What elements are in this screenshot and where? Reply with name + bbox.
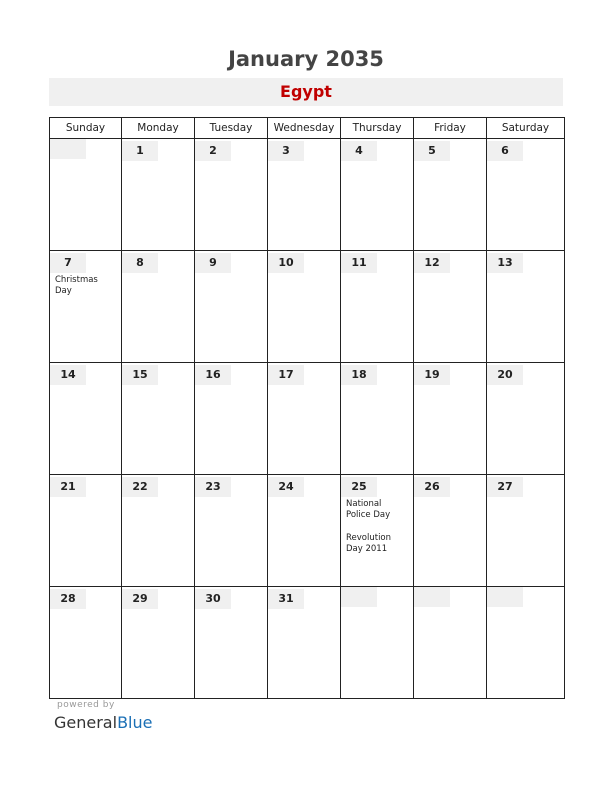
day-number xyxy=(487,587,523,607)
day-number: 6 xyxy=(487,141,523,161)
holiday-label: National Police Day xyxy=(346,499,391,520)
day-cell xyxy=(195,139,268,251)
day-cell xyxy=(122,139,195,251)
day-number: 17 xyxy=(268,365,304,385)
day-cell xyxy=(341,475,414,587)
day-cell xyxy=(341,139,414,251)
day-number: 14 xyxy=(50,365,86,385)
day-cell xyxy=(268,139,341,251)
day-number: 29 xyxy=(122,589,158,609)
brand-blue-text: Blue xyxy=(117,713,153,732)
holiday-label: Christmas Day xyxy=(55,275,98,296)
day-cell xyxy=(487,587,565,699)
day-cell xyxy=(195,475,268,587)
page-title: January 2035 xyxy=(228,47,384,71)
day-number: 2 xyxy=(195,141,231,161)
day-cell xyxy=(414,363,487,475)
week-row xyxy=(50,139,565,251)
day-cell xyxy=(195,587,268,699)
day-number: 20 xyxy=(487,365,523,385)
holiday-label: Revolution Day 2011 xyxy=(346,533,392,554)
week-row xyxy=(50,475,565,587)
day-number: 10 xyxy=(268,253,304,273)
day-cell xyxy=(50,475,122,587)
day-number: 8 xyxy=(122,253,158,273)
day-cell xyxy=(50,251,122,363)
brand-logo[interactable] xyxy=(54,713,152,732)
day-number: 24 xyxy=(268,477,304,497)
day-cell xyxy=(414,587,487,699)
country-name: Egypt xyxy=(280,82,332,101)
day-number: 28 xyxy=(50,589,86,609)
day-cell xyxy=(268,475,341,587)
country-banner xyxy=(49,78,563,106)
weekday-header-row xyxy=(50,118,565,139)
day-number: 12 xyxy=(414,253,450,273)
day-number: 3 xyxy=(268,141,304,161)
day-number: 23 xyxy=(195,477,231,497)
day-cell xyxy=(487,475,565,587)
day-cell xyxy=(414,139,487,251)
day-number: 16 xyxy=(195,365,231,385)
day-number: 5 xyxy=(414,141,450,161)
day-cell xyxy=(268,363,341,475)
day-cell xyxy=(268,587,341,699)
day-number: 1 xyxy=(122,141,158,161)
day-cell xyxy=(122,363,195,475)
day-cell xyxy=(487,139,565,251)
weekday-header: Monday xyxy=(122,118,195,139)
day-number xyxy=(414,587,450,607)
day-number: 4 xyxy=(341,141,377,161)
day-number: 11 xyxy=(341,253,377,273)
weekday-header: Saturday xyxy=(487,118,565,139)
day-number: 22 xyxy=(122,477,158,497)
day-number: 19 xyxy=(414,365,450,385)
day-number: 9 xyxy=(195,253,231,273)
day-cell xyxy=(268,251,341,363)
week-row xyxy=(50,587,565,699)
day-number: 25 xyxy=(341,477,377,497)
weekday-header: Tuesday xyxy=(195,118,268,139)
day-cell xyxy=(341,587,414,699)
day-number: 27 xyxy=(487,477,523,497)
day-number: 7 xyxy=(50,253,86,273)
day-number xyxy=(341,587,377,607)
weekday-header: Sunday xyxy=(50,118,122,139)
day-cell xyxy=(414,251,487,363)
weekday-header: Thursday xyxy=(341,118,414,139)
calendar-grid xyxy=(49,117,565,699)
day-cell xyxy=(50,139,122,251)
day-number: 31 xyxy=(268,589,304,609)
day-cell xyxy=(341,363,414,475)
day-number: 13 xyxy=(487,253,523,273)
day-number: 21 xyxy=(50,477,86,497)
day-cell xyxy=(487,363,565,475)
day-cell xyxy=(50,587,122,699)
day-cell xyxy=(341,251,414,363)
day-number: 15 xyxy=(122,365,158,385)
weekday-header: Wednesday xyxy=(268,118,341,139)
brand-general-text: General xyxy=(54,713,118,732)
weekday-header: Friday xyxy=(414,118,487,139)
day-cell xyxy=(414,475,487,587)
day-cell xyxy=(122,475,195,587)
powered-by-text: powered by xyxy=(57,700,115,710)
day-number: 26 xyxy=(414,477,450,497)
day-cell xyxy=(195,251,268,363)
day-number: 18 xyxy=(341,365,377,385)
week-row xyxy=(50,363,565,475)
day-cell xyxy=(487,251,565,363)
day-number xyxy=(50,139,86,159)
week-row xyxy=(50,251,565,363)
day-number: 30 xyxy=(195,589,231,609)
day-cell xyxy=(195,363,268,475)
day-cell xyxy=(50,363,122,475)
day-cell xyxy=(122,587,195,699)
day-cell xyxy=(122,251,195,363)
